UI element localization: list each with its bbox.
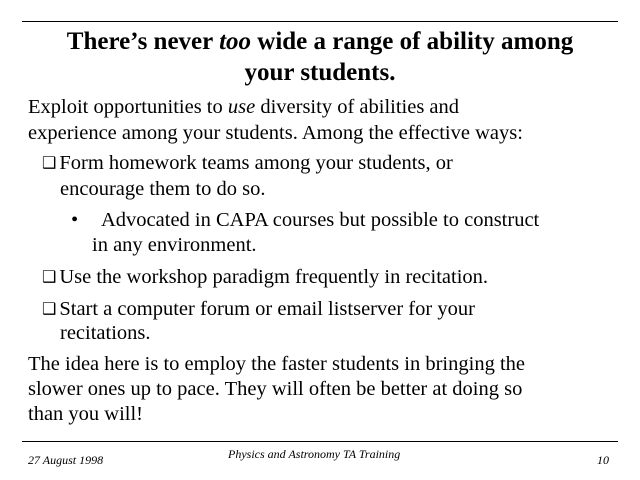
list-item-text: Form homework teams among your students, or [59,152,453,174]
top-rule [22,21,618,22]
title-emphasis: too [219,28,252,55]
page-number: 10 [597,453,609,467]
closing-line-1: The idea here is to employ the faster students in bringing the [28,353,525,375]
list-item [42,297,475,321]
intro-line-1 [28,95,459,119]
list-item-continuation: encourage them to do so. [60,178,266,200]
checkbox-bullet-icon: ❑ [42,299,57,318]
title-text-part1: There’s never [66,28,220,55]
list-item [42,151,453,175]
title-text-part2: wide a range of ability among [251,28,574,55]
closing-line-3: than you will! [28,403,144,425]
sub-list-item-text: Advocated in CAPA courses but possible to construct [101,209,540,231]
footer-date: 27 August 1998 [28,453,104,467]
footer-course-title: Physics and Astronomy TA Training [228,447,401,461]
intro-line-2: experience among your students. Among the effective ways: [28,122,523,144]
list-item [42,265,488,289]
intro-text-a: Exploit opportunities to [28,96,228,118]
checkbox-bullet-icon: ❑ [42,267,57,286]
bottom-rule [22,441,618,442]
title-line-1 [22,26,618,57]
slide-title [22,26,618,88]
dot-bullet-icon: • [71,209,79,231]
title-line-2: your students. [244,59,396,86]
list-item-continuation: recitations. [60,322,151,344]
intro-emphasis: use [227,96,256,118]
sub-list-item-continuation: in any environment. [92,234,257,256]
list-item-text: Use the workshop paradigm frequently in recitation. [59,266,489,288]
intro-text-b: diversity of abilities and [255,96,460,118]
checkbox-bullet-icon: ❑ [42,153,57,172]
closing-line-2: slower ones up to pace. They will often be better at doing so [28,378,523,400]
sub-list-item [71,208,539,232]
list-item-text: Start a computer forum or email listserver for your [59,298,475,320]
